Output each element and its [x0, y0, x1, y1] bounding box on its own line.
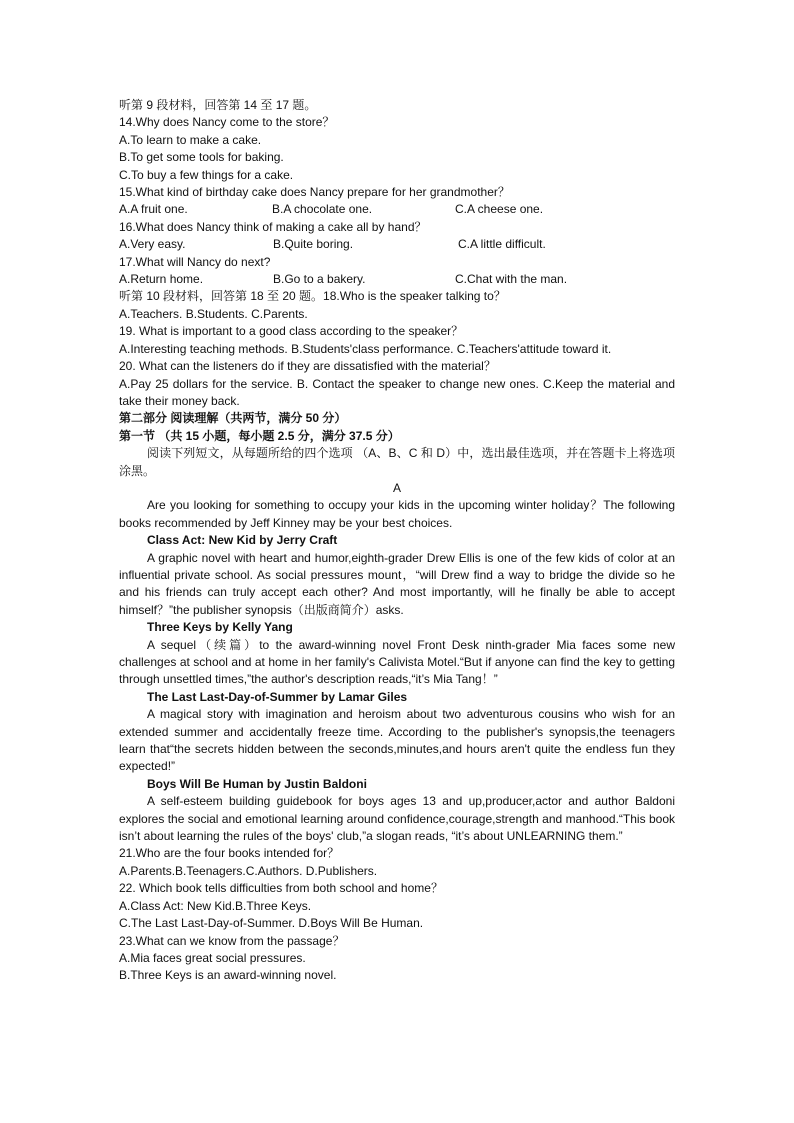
question-17-options — [119, 271, 675, 288]
question-19-options: A.Interesting teaching methods. B.Students'class performance. C.Teachers'attitude toward it. — [119, 341, 612, 356]
question-22-options-line-1: A.Class Act: New Kid.B.Three Keys. — [119, 898, 312, 913]
question-20-options: A.Pay 25 dollars for the service. B. Contact the speaker to change new ones. C.Keep the material and take their money back. — [119, 376, 675, 408]
passage-label: A — [392, 480, 401, 495]
question-22-stem: 22. Which book tells difficulties from both school and home？ — [119, 881, 443, 896]
passage-intro: Are you looking for something to occupy your kids in the upcoming winter holiday？The following books recommended by Jeff Kinney may be your best choices. — [119, 498, 675, 530]
question-20-stem: 20. What can the listeners do if they are dissatisfied with the material？ — [119, 359, 496, 374]
question-16-options — [119, 236, 675, 253]
page-content — [119, 97, 675, 985]
book-text-2: A sequel（续篇）to the award-winning novel Front Desk ninth-grader Mia faces some new challenges at school and at home in her family's Calivista Motel.“But if anyone can find the key to getting through unsettled times,”the author's description reads,“it’s Mia Tang！” — [119, 637, 675, 687]
question-17-option-b: B.Go to a bakery. — [273, 272, 366, 287]
question-14-option-c: C.To buy a few things for a cake. — [119, 167, 294, 182]
question-17-option-a: A.Return home. — [119, 272, 204, 287]
question-16-option-b: B.Quite boring. — [273, 237, 354, 252]
question-15-stem: 15.What kind of birthday cake does Nancy prepare for her grandmother？ — [119, 185, 510, 200]
question-17-stem: 17.What will Nancy do next? — [119, 254, 271, 269]
question-14-option-a: A.To learn to make a cake. — [119, 132, 262, 147]
listening-intro-10: 听第 10 段材料，回答第 18 至 20 题。18.Who is the speaker talking to？ — [119, 289, 506, 304]
section-one-title: 第一节 （共 15 小题，每小题 2.5 分，满分 37.5 分） — [119, 428, 400, 443]
book-title-4: Boys Will Be Human by Justin Baldoni — [147, 776, 367, 791]
question-16-option-c: C.A little difficult. — [458, 237, 546, 252]
question-15-option-c: C.A cheese one. — [455, 202, 544, 217]
question-18-options: A.Teachers. B.Students. C.Parents. — [119, 306, 308, 321]
question-23-option-a: A.Mia faces great social pressures. — [119, 950, 306, 965]
reading-instructions: 阅读下列短文，从每题所给的四个选项 （A、B、C 和 D）中，选出最佳选项，并在答题卡上将选项涂黑。 — [119, 446, 675, 478]
question-15-options — [119, 201, 675, 218]
question-17-option-c: C.Chat with the man. — [455, 272, 568, 287]
question-14-stem: 14.Why does Nancy come to the store？ — [119, 115, 335, 130]
book-title-1: Class Act: New Kid by Jerry Craft — [147, 533, 338, 548]
question-22-options-line-2: C.The Last Last-Day-of-Summer. D.Boys Will Be Human. — [119, 916, 424, 931]
question-19-stem: 19. What is important to a good class according to the speaker？ — [119, 324, 464, 339]
question-14-option-b: B.To get some tools for baking. — [119, 150, 284, 165]
listening-intro-9: 听第 9 段材料，回答第 14 至 17 题。 — [119, 98, 317, 112]
question-23-option-b: B.Three Keys is an award-winning novel. — [119, 968, 337, 983]
book-title-2: Three Keys by Kelly Yang — [147, 620, 293, 635]
question-15-option-b: B.A chocolate one. — [272, 202, 373, 217]
question-15-option-a: A.A fruit one. — [119, 202, 188, 217]
question-21-stem: 21.Who are the four books intended for？ — [119, 846, 340, 861]
question-23-stem: 23.What can we know from the passage？ — [119, 933, 345, 948]
book-text-1: A graphic novel with heart and humor,eighth-grader Drew Ellis is one of the few kids of color at an influential private school. As social pressures mount，“will Drew find a way to bridge the divide so he and his friends can truly accept each other? And most importantly, will he finally be able to accept himself？”the publisher synopsis（出版商简介）asks. — [119, 550, 675, 617]
book-text-4: A self-esteem building guidebook for boys ages 13 and up,producer,actor and author Baldoni explores the social and emotional learning around confidence,courage,strength and manhood.“This book isn’t about learning the rules of the boys' club,”a slogan reads, “it’s about UNLEARNING them.” — [119, 794, 675, 844]
part-two-title: 第二部分 阅读理解（共两节，满分 50 分） — [119, 411, 347, 426]
question-16-option-a: A.Very easy. — [119, 237, 186, 252]
book-text-3: A magical story with imagination and heroism about two adventurous cousins who wish for an extended summer and accidentally freeze time. According to the publisher's synopsis,the teenagers learn that“the secrets hidden between the seconds,minutes,and hours aren't quite the endless fun they expected!” — [119, 707, 675, 774]
book-title-3: The Last Last-Day-of-Summer by Lamar Giles — [147, 689, 408, 704]
question-21-options: A.Parents.B.Teenagers.C.Authors. D.Publishers. — [119, 863, 378, 878]
question-16-stem: 16.What does Nancy think of making a cake all by hand？ — [119, 219, 427, 234]
